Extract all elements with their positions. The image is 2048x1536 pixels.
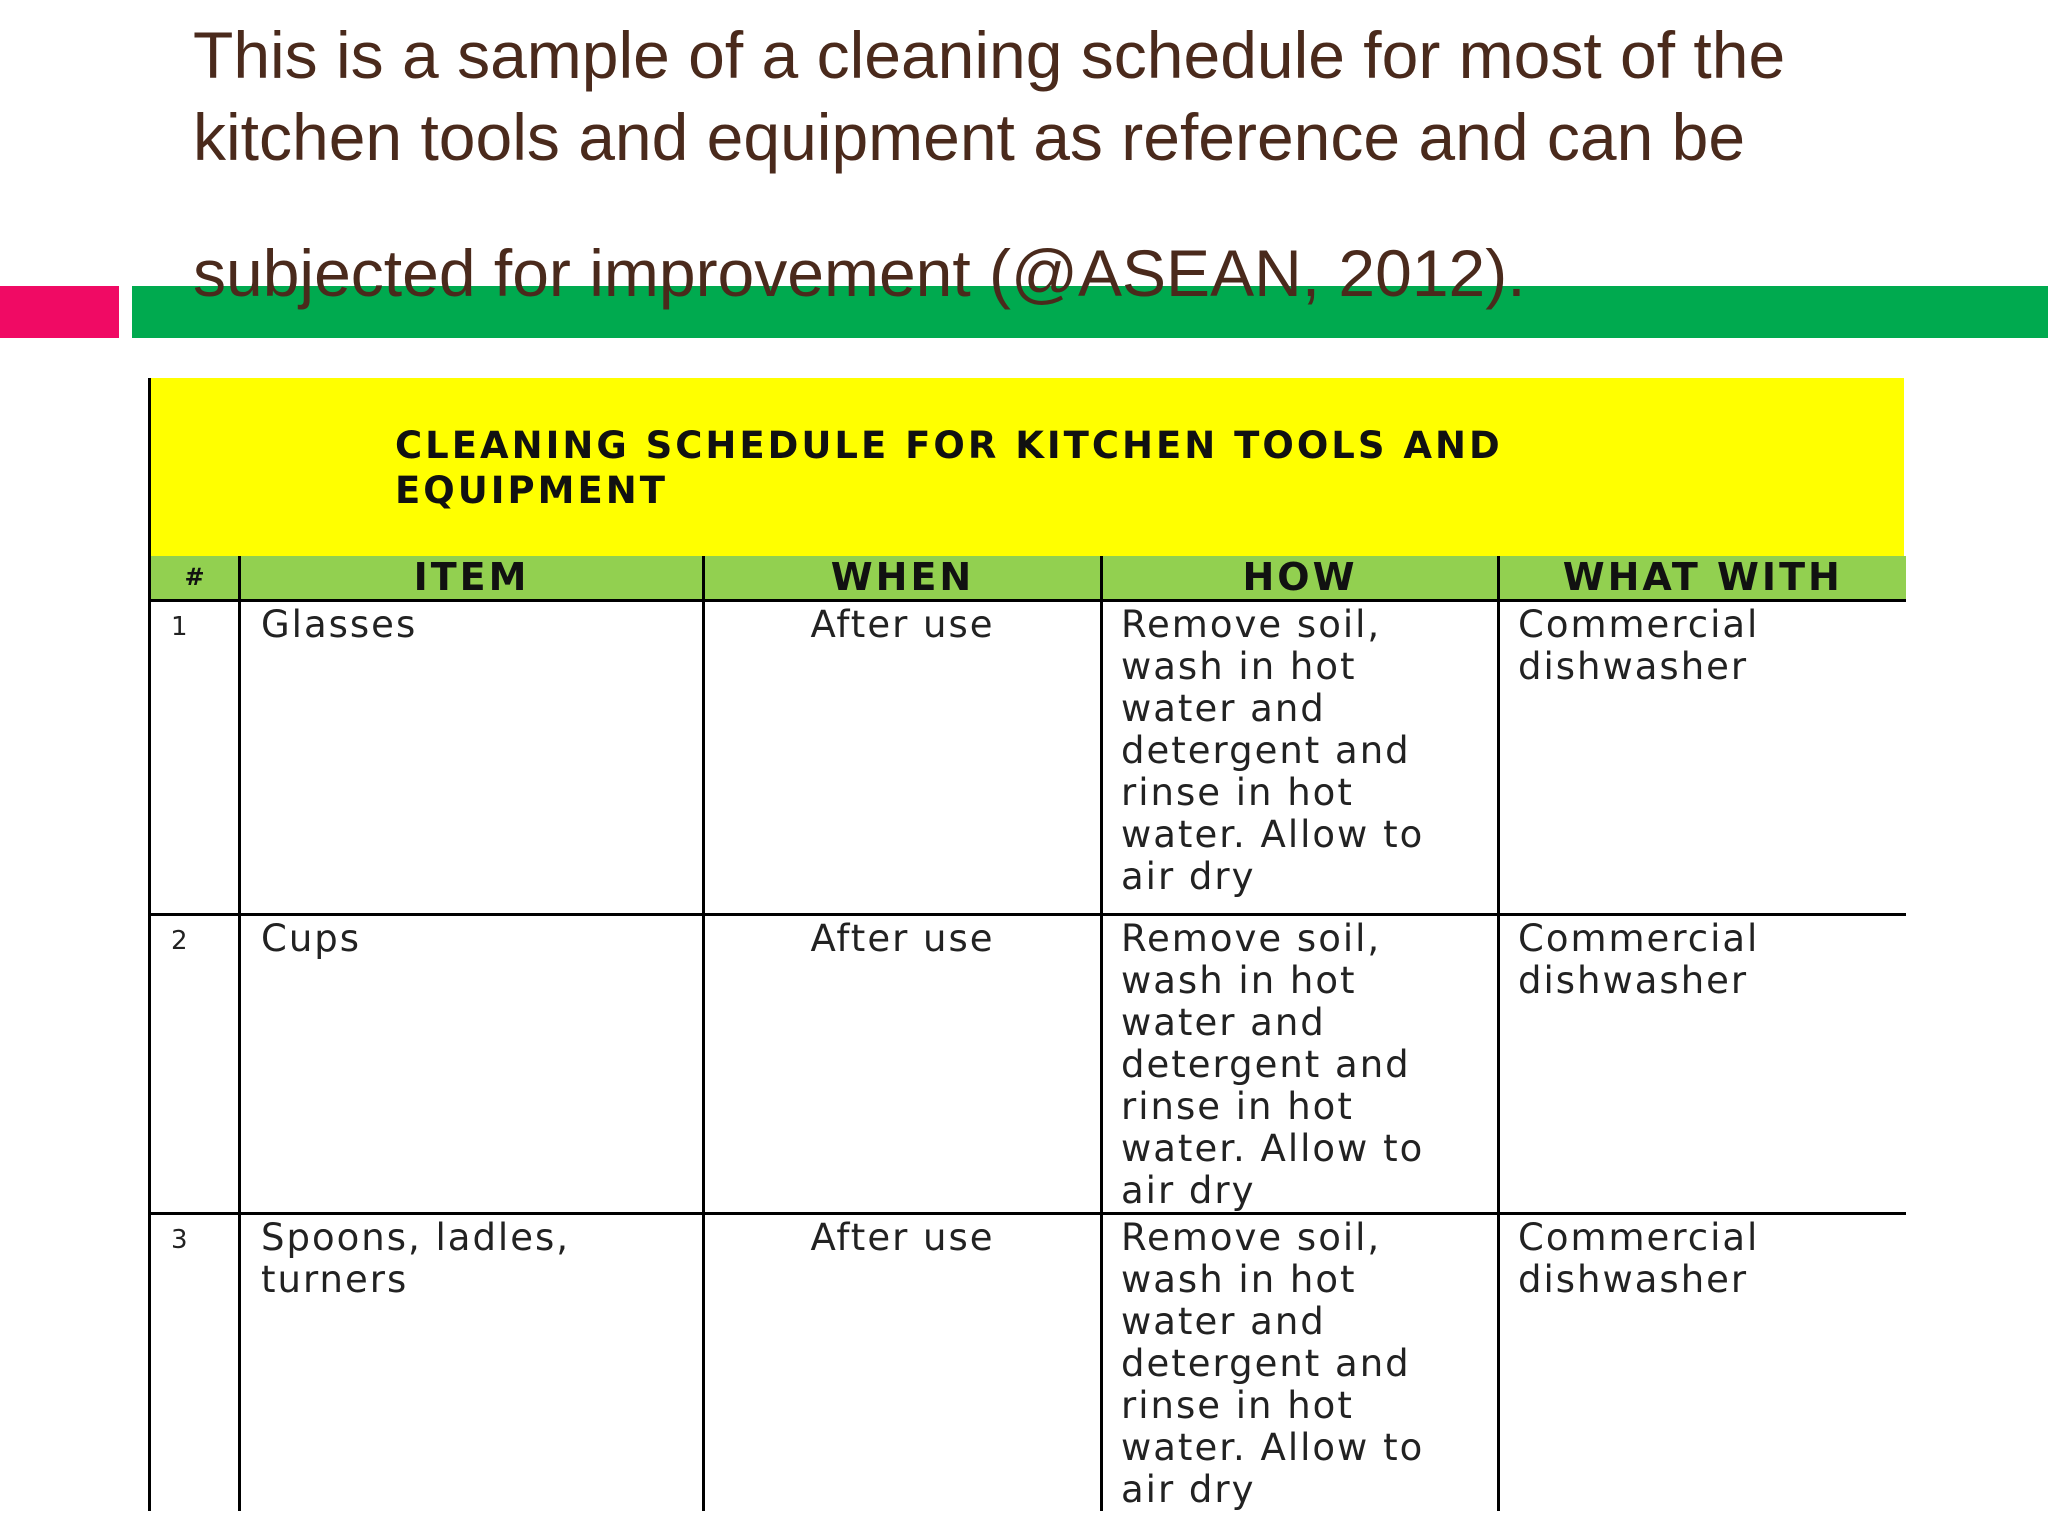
row-item-line: Cups — [261, 917, 362, 960]
row-item-line: turners — [261, 1258, 409, 1301]
row-how-line: Remove soil, — [1121, 603, 1382, 646]
row-what-with-line: dishwasher — [1518, 959, 1749, 1002]
schedule-image — [148, 378, 1904, 1511]
table-header-row — [150, 556, 1906, 601]
row-num: 1 — [150, 601, 240, 915]
row-how-line: detergent and — [1121, 1043, 1411, 1086]
table-row — [150, 601, 1906, 915]
row-what-with — [1499, 915, 1906, 1214]
row-how-line: wash in hot — [1121, 959, 1357, 1002]
row-what-with-line: dishwasher — [1518, 1258, 1749, 1301]
schedule-table — [148, 556, 1906, 1511]
schedule-title-line-2: EQUIPMENT — [395, 469, 668, 512]
row-what-with-line: dishwasher — [1518, 645, 1749, 688]
accent-bar-pink — [0, 286, 119, 338]
row-how — [1102, 601, 1499, 915]
row-how-line: water and — [1121, 1300, 1326, 1343]
header-when: WHEN — [704, 556, 1102, 601]
row-how-line: water and — [1121, 687, 1326, 730]
row-what-with-line: Commercial — [1518, 603, 1760, 646]
row-how-line: rinse in hot — [1121, 1085, 1354, 1128]
intro-line-1: This is a sample of a cleaning schedule for most of the — [193, 18, 1786, 92]
row-how-line: detergent and — [1121, 729, 1411, 772]
row-what-with — [1499, 601, 1906, 915]
row-how — [1102, 915, 1499, 1214]
row-item-line: Glasses — [261, 603, 418, 646]
row-item — [240, 601, 704, 915]
row-how-line: water and — [1121, 1001, 1326, 1044]
row-how-line: water. Allow to — [1121, 813, 1425, 856]
table-row — [150, 1214, 1906, 1512]
row-how-line: wash in hot — [1121, 645, 1357, 688]
row-when: After use — [704, 601, 1102, 915]
row-how-line: air dry — [1121, 1169, 1256, 1212]
row-how — [1102, 1214, 1499, 1512]
table-row — [150, 915, 1906, 1214]
intro-line-3: subjected for improvement (@ASEAN, 2012). — [193, 236, 1526, 310]
row-how-line: rinse in hot — [1121, 1384, 1354, 1427]
row-how-line: rinse in hot — [1121, 771, 1354, 814]
row-when: After use — [704, 1214, 1102, 1512]
row-num: 3 — [150, 1214, 240, 1512]
header-item: ITEM — [240, 556, 704, 601]
row-how-line: detergent and — [1121, 1342, 1411, 1385]
row-how-line: Remove soil, — [1121, 917, 1382, 960]
row-how-line: water. Allow to — [1121, 1127, 1425, 1170]
row-how-line: air dry — [1121, 1468, 1256, 1511]
schedule-title-band — [148, 378, 1904, 556]
header-how: HOW — [1102, 556, 1499, 601]
row-what-with-line: Commercial — [1518, 917, 1760, 960]
row-when: After use — [704, 915, 1102, 1214]
schedule-title — [395, 423, 1795, 513]
row-how-line: water. Allow to — [1121, 1426, 1425, 1469]
row-what-with-line: Commercial — [1518, 1216, 1760, 1259]
row-item-line: Spoons, ladles, — [261, 1216, 571, 1259]
row-what-with — [1499, 1214, 1906, 1512]
header-what-with: WHAT WITH — [1499, 556, 1906, 601]
intro-text — [193, 14, 1993, 314]
schedule-title-line-1: CLEANING SCHEDULE FOR KITCHEN TOOLS AND — [395, 424, 1503, 467]
row-item — [240, 1214, 704, 1512]
intro-line-2: kitchen tools and equipment as reference and can be — [193, 100, 1746, 174]
row-item — [240, 915, 704, 1214]
row-how-line: wash in hot — [1121, 1258, 1357, 1301]
header-num: # — [150, 556, 240, 601]
row-num: 2 — [150, 915, 240, 1214]
row-how-line: air dry — [1121, 855, 1256, 898]
row-how-line: Remove soil, — [1121, 1216, 1382, 1259]
